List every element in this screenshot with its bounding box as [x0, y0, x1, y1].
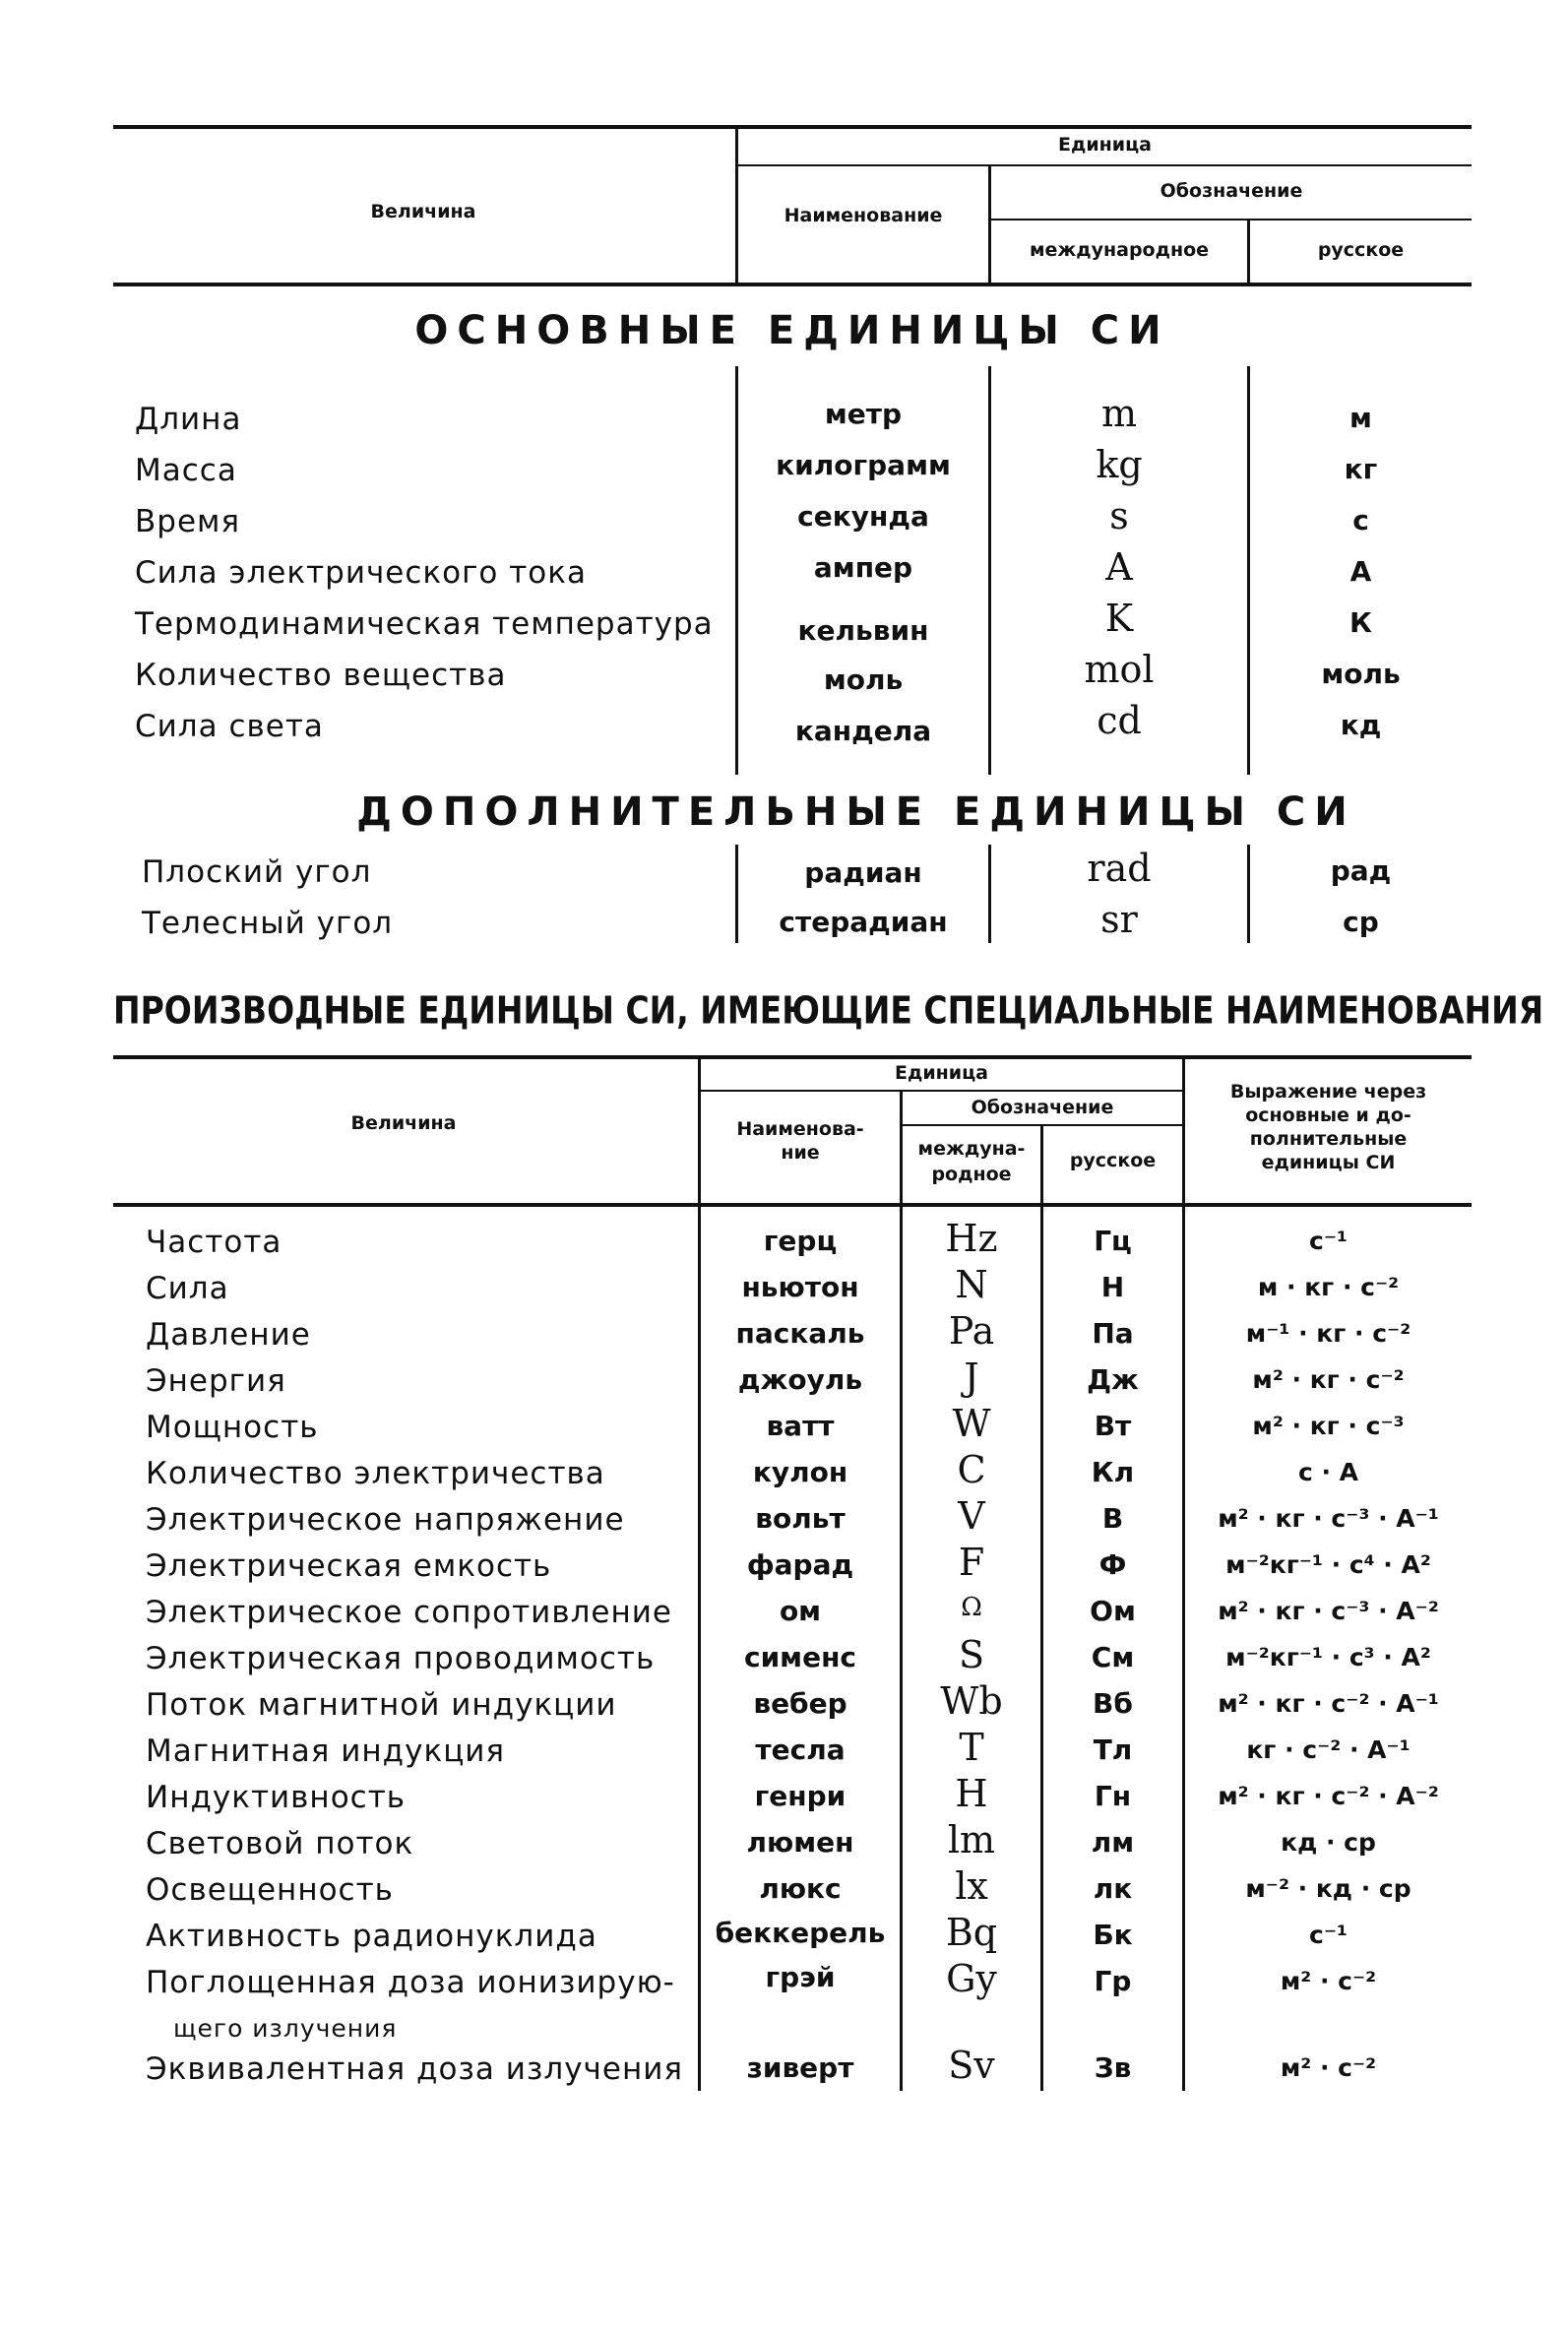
table1-header-russian: русское [1317, 239, 1405, 261]
table2-header-name-l1: Наименова- [736, 1118, 864, 1140]
intl-symbol-cell: C [957, 1448, 986, 1491]
table2-header-unit: Единица [895, 1062, 988, 1084]
intl-symbol-cell: Pa [948, 1309, 995, 1353]
expression-cell: м² · с⁻² [1280, 2053, 1377, 2082]
intl-symbol-cell: T [959, 1726, 984, 1769]
intl-symbol-cell: m [1100, 392, 1138, 435]
expression-cell: м² · кг · с⁻² · А⁻² [1218, 1782, 1439, 1810]
name-cell: моль [823, 663, 904, 696]
expression-cell: м² · кг · с⁻³ · А⁻¹ [1218, 1504, 1439, 1533]
quantity-cell: Масса [135, 453, 237, 488]
quantity-cell: Количество вещества [135, 658, 507, 693]
ru-symbol-cell: Тл [1093, 1734, 1133, 1766]
quantity-cell: Термодинамическая температура [135, 606, 714, 642]
name-cell: беккерель [715, 1917, 886, 1949]
quantity-cell: Телесный угол [142, 906, 394, 941]
quantity-cell: Поглощенная доза ионизирую- [146, 1965, 675, 2000]
table2-header-expr-l2: основные и до- [1245, 1104, 1411, 1126]
intl-symbol-cell: A [1105, 545, 1133, 589]
expression-cell: с⁻¹ [1309, 1227, 1348, 1255]
ru-symbol-cell: м [1349, 402, 1372, 434]
name-cell: грэй [765, 1961, 836, 1993]
quantity-cell-continuation: щего излучения [173, 2014, 398, 2043]
intl-symbol-cell: Ω [961, 1593, 982, 1622]
quantity-cell: Количество электричества [146, 1456, 605, 1491]
name-cell: генри [754, 1780, 847, 1812]
quantity-cell: Электрическое сопротивление [146, 1595, 672, 1630]
table2-header-expr-l1: Выражение через [1229, 1081, 1427, 1103]
quantity-cell: Давление [146, 1317, 311, 1353]
table1-header-international: международное [1029, 239, 1210, 261]
table2-header-bottom-rule [113, 1203, 1472, 1207]
name-cell: ом [779, 1595, 822, 1627]
table2-unit-rule [699, 1090, 1183, 1092]
quantity-cell: Длина [135, 402, 242, 437]
ru-symbol-cell: Н [1100, 1271, 1125, 1303]
quantity-cell: Активность радионуклида [146, 1919, 597, 1954]
name-cell: кельвин [797, 614, 929, 647]
ru-symbol-cell: лм [1091, 1826, 1135, 1859]
quantity-cell: Магнитная индукция [146, 1734, 506, 1769]
quantity-cell: Мощность [146, 1410, 319, 1445]
expression-cell: м² · с⁻² [1280, 1967, 1377, 1995]
quantity-cell: Электрическая проводимость [146, 1641, 656, 1676]
base-units-title: ОСНОВНЫЕ ЕДИНИЦЫ СИ [414, 308, 1170, 353]
quantity-cell: Частота [146, 1225, 282, 1260]
name-cell: паскаль [735, 1317, 865, 1350]
derived-units-title: ПРОИЗВОДНЫЕ ЕДИНИЦЫ СИ, ИМЕЮЩИЕ СПЕЦИАЛЬНЫЕ НАИМЕНОВАНИЯ [113, 988, 1544, 1033]
ru-symbol-cell: См [1091, 1641, 1135, 1673]
name-cell: люмен [746, 1826, 854, 1859]
intl-symbol-cell: V [958, 1494, 985, 1538]
ru-symbol-cell: моль [1321, 658, 1401, 690]
expression-cell: м⁻²кг⁻¹ · с³ · А² [1225, 1643, 1431, 1671]
expression-cell: м⁻² · кд · ср [1245, 1874, 1411, 1903]
ru-symbol-cell: А [1349, 555, 1372, 588]
intl-symbol-cell: Gy [946, 1957, 997, 2000]
ru-symbol-cell: кг [1344, 453, 1378, 485]
intl-symbol-cell: W [952, 1402, 991, 1445]
table2-header-name-l2: ние [781, 1142, 820, 1164]
intl-symbol-cell: Wb [940, 1679, 1003, 1723]
table1-top-rule [113, 125, 1472, 129]
quantity-cell: Световой поток [146, 1826, 414, 1861]
ru-symbol-cell: К [1349, 606, 1372, 639]
ru-symbol-cell: Ом [1090, 1595, 1136, 1627]
intl-symbol-cell: kg [1096, 443, 1143, 486]
intl-symbol-cell: lm [947, 1818, 996, 1861]
name-cell: джоуль [737, 1363, 863, 1396]
quantity-cell: Плоский угол [142, 854, 372, 890]
expression-cell: м² · кг · с⁻² · А⁻¹ [1218, 1689, 1439, 1718]
intl-symbol-cell: sr [1100, 898, 1138, 941]
ru-symbol-cell: ср [1343, 906, 1379, 938]
name-cell: стерадиан [779, 906, 948, 938]
name-cell: герц [763, 1225, 838, 1257]
intl-symbol-cell: Sv [948, 2044, 995, 2087]
intl-symbol-cell: Hz [945, 1217, 998, 1260]
table2-header-expr-l4: единицы СИ [1261, 1152, 1396, 1173]
quantity-cell: Электрическое напряжение [146, 1502, 625, 1538]
quantity-cell: Эквивалентная доза излучения [146, 2051, 684, 2087]
ru-symbol-cell: Вт [1094, 1410, 1132, 1442]
quantity-cell: Время [135, 504, 241, 539]
quantity-cell: Сила электрического тока [135, 555, 587, 591]
intl-symbol-cell: s [1109, 494, 1129, 537]
table2-header-designation: Обозначение [971, 1097, 1114, 1118]
expression-cell: м⁻¹ · кг · с⁻² [1245, 1319, 1411, 1348]
table1-header-designation: Обозначение [1160, 180, 1303, 202]
expression-cell: м⁻²кг⁻¹ · с⁴ · А² [1225, 1550, 1431, 1579]
ru-symbol-cell: с [1352, 504, 1369, 536]
name-cell: секунда [797, 500, 929, 533]
intl-symbol-cell: H [955, 1772, 988, 1815]
expression-cell: м · кг · с⁻² [1257, 1273, 1400, 1301]
name-cell: метр [824, 398, 903, 430]
name-cell: ньютон [741, 1271, 859, 1303]
ru-symbol-cell: Зв [1094, 2051, 1132, 2084]
name-cell: вольт [755, 1502, 846, 1535]
table2-header-intl-l2: родное [931, 1164, 1012, 1185]
name-cell: фарад [746, 1548, 854, 1581]
name-cell: радиан [804, 856, 922, 889]
table2-header-intl-l1: междуна- [917, 1138, 1026, 1160]
ru-symbol-cell: Бк [1093, 1919, 1133, 1951]
quantity-cell: Индуктивность [146, 1780, 407, 1815]
expression-cell: м² · кг · с⁻³ [1252, 1412, 1405, 1440]
name-cell: ампер [813, 551, 913, 584]
ru-symbol-cell: Вб [1093, 1687, 1133, 1720]
ru-symbol-cell: кд [1340, 709, 1382, 741]
intl-symbol-cell: mol [1084, 648, 1155, 691]
intl-symbol-cell: cd [1097, 699, 1142, 742]
table1-header-bottom-rule [113, 283, 1472, 286]
intl-symbol-cell: lx [955, 1864, 988, 1908]
table1-designation-rule [989, 219, 1472, 221]
name-cell: кандела [794, 715, 932, 747]
name-cell: тесла [755, 1734, 846, 1766]
quantity-cell: Сила [146, 1271, 229, 1306]
name-cell: люкс [759, 1872, 842, 1905]
ru-symbol-cell: Кл [1091, 1456, 1135, 1488]
ru-symbol-cell: Ф [1098, 1548, 1127, 1581]
intl-symbol-cell: N [955, 1263, 988, 1306]
intl-symbol-cell: F [958, 1541, 985, 1584]
ru-symbol-cell: Гц [1094, 1225, 1132, 1257]
expression-cell: кг · с⁻² · А⁻¹ [1246, 1735, 1411, 1764]
supplementary-units-title: ДОПОЛНИТЕЛЬНЫЕ ЕДИНИЦЫ СИ [356, 789, 1356, 835]
ru-symbol-cell: Па [1092, 1317, 1134, 1350]
ru-symbol-cell: рад [1330, 854, 1392, 887]
name-cell: кулон [752, 1456, 848, 1488]
quantity-cell: Поток магнитной индукции [146, 1687, 617, 1723]
quantity-cell: Энергия [146, 1363, 286, 1399]
name-cell: зиверт [746, 2051, 854, 2084]
intl-symbol-cell: S [958, 1633, 985, 1676]
intl-symbol-cell: Bq [945, 1911, 998, 1954]
ru-symbol-cell: лк [1093, 1872, 1133, 1905]
ru-symbol-cell: Дж [1087, 1363, 1139, 1396]
intl-symbol-cell: J [964, 1356, 979, 1399]
expression-cell: кд · ср [1281, 1828, 1376, 1857]
intl-symbol-cell: rad [1087, 847, 1152, 890]
table2-header-expr-l3: полнительные [1249, 1128, 1408, 1150]
table1-header-name: Наименование [784, 205, 943, 226]
ru-symbol-cell: Гр [1094, 1965, 1132, 1997]
expression-cell: м² · кг · с⁻² [1252, 1365, 1405, 1394]
table2-top-rule [113, 1055, 1472, 1059]
table1-header-unit: Единица [1058, 134, 1152, 156]
quantity-cell: Электрическая емкость [146, 1548, 552, 1584]
table1-unit-rule [736, 164, 1472, 166]
expression-cell: с⁻¹ [1309, 1921, 1348, 1949]
name-cell: килограмм [776, 449, 951, 481]
ru-symbol-cell: В [1101, 1502, 1124, 1535]
table2-header-quantity: Величина [350, 1112, 457, 1134]
intl-symbol-cell: K [1104, 597, 1134, 640]
ru-symbol-cell: Гн [1094, 1780, 1132, 1812]
table2-header-russian: русское [1069, 1150, 1157, 1171]
name-cell: сименс [743, 1641, 857, 1673]
name-cell: вебер [753, 1687, 847, 1720]
name-cell: ватт [766, 1410, 835, 1442]
expression-cell: с · А [1297, 1458, 1359, 1486]
table1-header-quantity: Величина [370, 201, 476, 222]
quantity-cell: Сила света [135, 709, 324, 744]
quantity-cell: Освещенность [146, 1872, 394, 1908]
expression-cell: м² · кг · с⁻³ · А⁻² [1218, 1597, 1439, 1625]
